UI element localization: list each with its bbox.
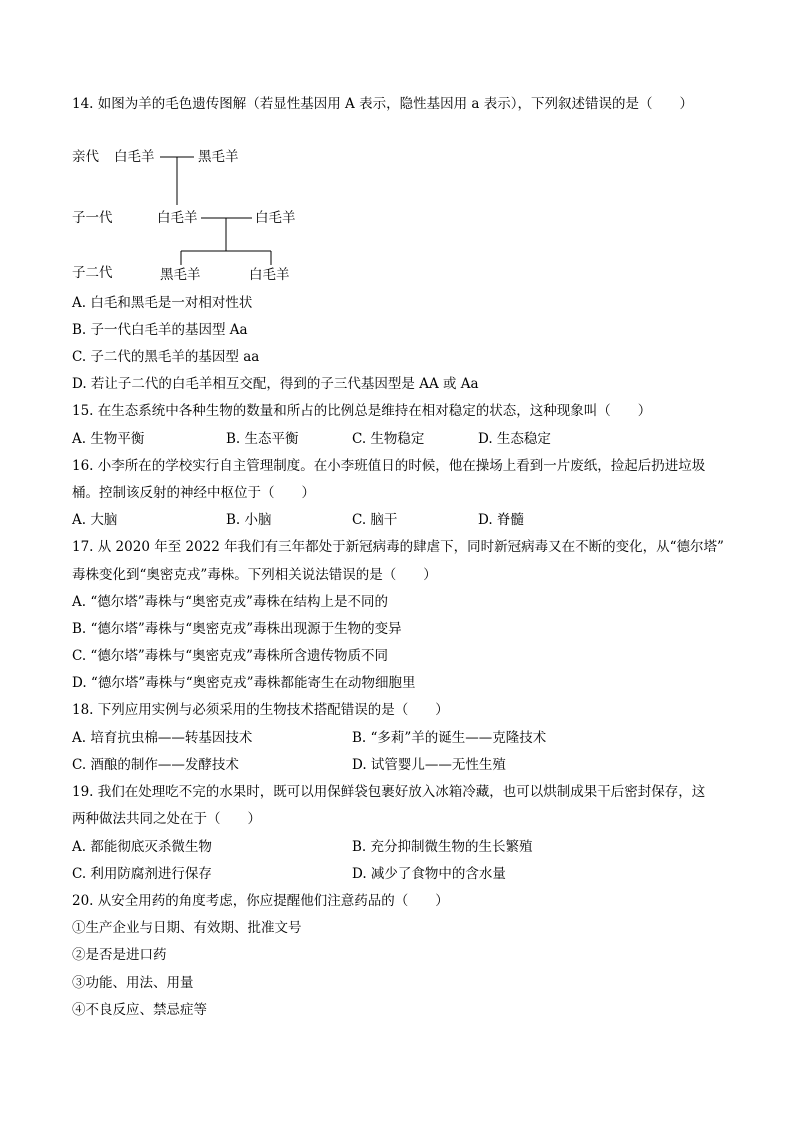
gen-p-label: 亲代 — [72, 149, 99, 165]
q17-option-c: C. “德尔塔”毒株与“奥密克戎”毒株所含遗传物质不同 — [72, 648, 389, 664]
q15-option-a: A. 生物平衡 — [72, 431, 145, 447]
q16-option-d: D. 脊髓 — [478, 512, 524, 528]
q14-option-d: D. 若让子二代的白毛羊相互交配，得到的子三代基因型是 AA 或 Aa — [72, 376, 479, 392]
q19-option-d: D. 减少了食物中的含水量 — [352, 866, 506, 882]
q18-option-d: D. 试管婴儿——无性生殖 — [352, 757, 506, 773]
q14-option-b: B. 子一代白毛羊的基因型 Aa — [72, 322, 248, 338]
q20-item-4: ④不良反应、禁忌症等 — [72, 1002, 207, 1018]
f1-left-sheep: 白毛羊 — [157, 210, 198, 226]
q15-stem: 15. 在生态系统中各种生物的数量和所占的比例总是维持在相对稳定的状态，这种现象叫（ ） — [72, 403, 652, 419]
q19-option-b: B. 充分抑制微生物的生长繁殖 — [352, 839, 533, 855]
q16-option-a: A. 大脑 — [72, 512, 118, 528]
gen-f1-label: 子一代 — [72, 210, 113, 226]
q20-item-1: ①生产企业与日期、有效期、批准文号 — [72, 920, 302, 936]
q17-stem-line2: 毒株变化到“奥密克戎”毒株。下列相关说法错误的是（ ） — [72, 567, 437, 583]
q20-stem: 20. 从安全用药的角度考虑，你应提醒他们注意药品的（ ） — [72, 893, 449, 909]
q19-option-c: C. 利用防腐剂进行保存 — [72, 866, 212, 882]
q15-option-b: B. 生态平衡 — [226, 431, 299, 447]
q14-stem: 14. 如图为羊的毛色遗传图解（若显性基因用 A 表示，隐性基因用 a 表示），下列叙述错误的是（ ） — [72, 96, 693, 112]
q14-option-c: C. 子二代的黑毛羊的基因型 aa — [72, 349, 260, 365]
gen-f2-label: 子二代 — [72, 265, 113, 281]
q18-option-b: B. “多莉”羊的诞生——克隆技术 — [352, 730, 547, 746]
q16-option-b: B. 小脑 — [226, 512, 272, 528]
q14-option-a: A. 白毛和黑毛是一对相对性状 — [72, 295, 253, 311]
q17-stem-line1: 17. 从 2020 年至 2022 年我们有三年都处于新冠病毒的肆虐下，同时新冠病毒又在不断的变化，从“德尔塔” — [72, 539, 724, 555]
p-left-sheep: 白毛羊 — [114, 149, 155, 165]
q18-stem: 18. 下列应用实例与必须采用的生物技术搭配错误的是（ ） — [72, 702, 449, 718]
q17-option-d: D. “德尔塔”毒株与“奥密克戎”毒株都能寄生在动物细胞里 — [72, 675, 416, 691]
f1-right-sheep: 白毛羊 — [255, 210, 296, 226]
q15-option-d: D. 生态稳定 — [478, 431, 551, 447]
q19-stem-line1: 19. 我们在处理吃不完的水果时，既可以用保鲜袋包裹好放入冰箱冷藏，也可以烘制成果干后密封保存，这 — [72, 784, 706, 800]
q16-stem-line2: 桶。控制该反射的神经中枢位于（ ） — [72, 485, 315, 501]
p-right-sheep: 黑毛羊 — [198, 149, 239, 165]
q17-option-b: B. “德尔塔”毒株与“奥密克戎”毒株出现源于生物的变异 — [72, 621, 402, 637]
q20-item-3: ③功能、用法、用量 — [72, 975, 194, 991]
f2-left-sheep: 黑毛羊 — [160, 267, 201, 283]
q16-stem-line1: 16. 小李所在的学校实行自主管理制度。在小李班值日的时候，他在操场上看到一片废纸，捡起后扔进垃圾 — [72, 458, 706, 474]
q18-option-a: A. 培育抗虫棉——转基因技术 — [72, 730, 253, 746]
q19-option-a: A. 都能彻底灭杀微生物 — [72, 839, 212, 855]
q20-item-2: ②是否是进口药 — [72, 947, 167, 963]
q19-stem-line2: 两种做法共同之处在于（ ） — [72, 811, 261, 827]
q17-option-a: A. “德尔塔”毒株与“奥密克戎”毒株在结构上是不同的 — [72, 594, 388, 610]
f2-right-sheep: 白毛羊 — [249, 267, 290, 283]
q15-option-c: C. 生物稳定 — [352, 431, 425, 447]
q16-option-c: C. 脑干 — [352, 512, 398, 528]
q18-option-c: C. 酒酿的制作——发酵技术 — [72, 757, 239, 773]
